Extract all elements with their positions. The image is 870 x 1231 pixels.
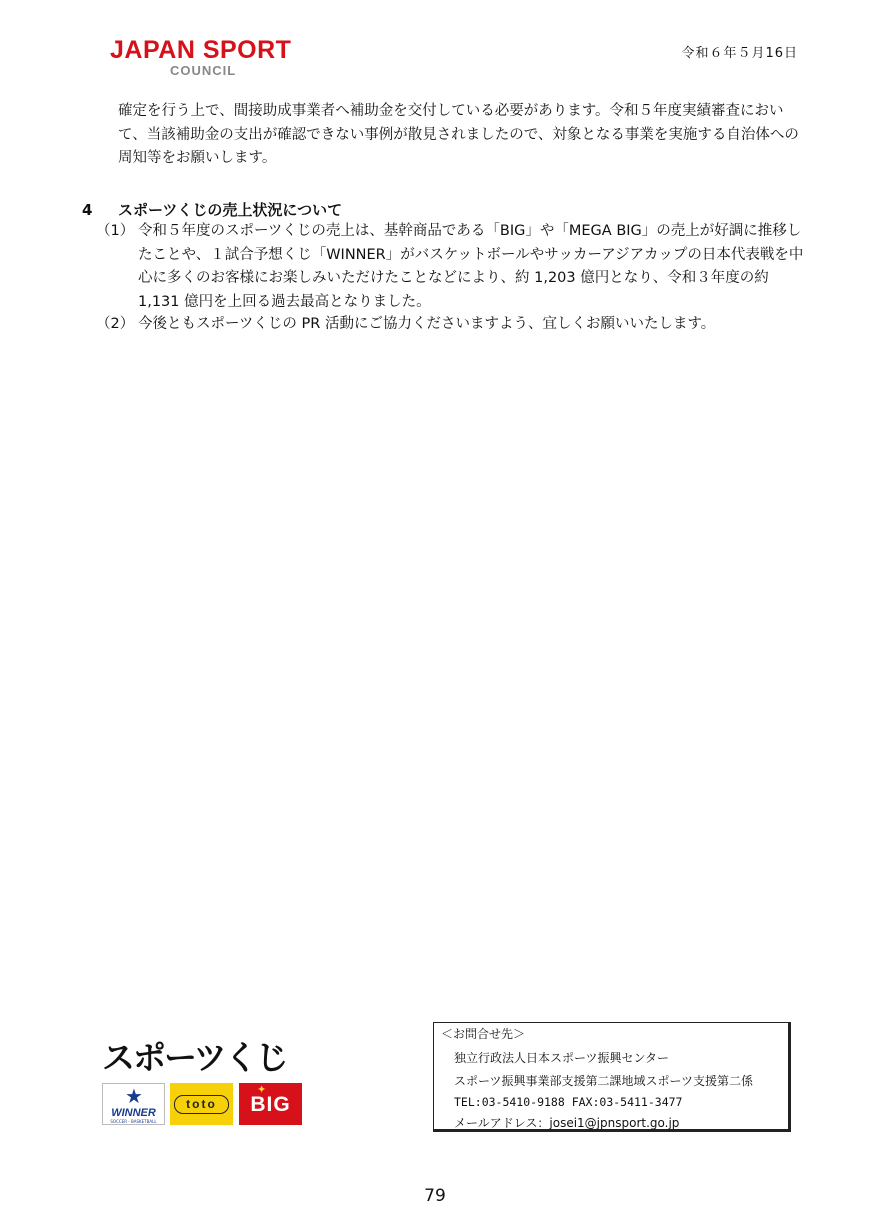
logo-main-text: JAPAN SPORT — [110, 36, 292, 64]
logo-sub-text: COUNCIL — [170, 63, 237, 78]
big-logo — [239, 1083, 302, 1125]
contact-organization: 独立行政法人日本スポーツ振興センター — [454, 1051, 670, 1065]
toto-label: toto — [174, 1095, 229, 1114]
big-label: BIG — [250, 1093, 291, 1116]
section-title: スポーツくじの売上状況について — [118, 201, 343, 219]
winner-sub-label: SOCCER・BASKETBALL — [110, 1119, 157, 1124]
contact-box — [433, 1022, 791, 1132]
item-text: 令和５年度のスポーツくじの売上は、基幹商品である「BIG」や「MEGA BIG」の売上が好調に推移したことや、１試合予想くじ「WINNER」がバスケットボールやサッカーアジアカップの日本代表戦を中心に多くのお客様にお楽しみいただけたことなどにより、約 1,203 億円となり、令和３年度の約 1,131 億円を上回る過去最高となりました。 — [138, 223, 804, 310]
winner-label: WINNER — [111, 1107, 156, 1119]
spark-icon: ✦ — [257, 1083, 267, 1096]
jsc-logo — [110, 36, 310, 84]
contact-department: スポーツ振興事業部支援第二課地域スポーツ支援第二係 — [454, 1074, 754, 1088]
item-marker: （2） — [96, 316, 135, 332]
winner-logo — [102, 1083, 165, 1125]
document-date: 令和６年５月16日 — [681, 46, 798, 61]
toto-logo — [170, 1083, 233, 1125]
contact-email: メールアドレス：josei1@jpnsport.go.jp — [454, 1116, 680, 1130]
brand-title: スポーツくじ — [102, 1038, 287, 1077]
page-number: 79 — [424, 1186, 446, 1206]
item-text: 今後ともスポーツくじの PR 活動にご協力くださいますよう、宜しくお願いいたします。 — [138, 316, 716, 332]
section-number: 4 — [82, 201, 93, 219]
star-icon: ★ — [125, 1084, 143, 1108]
section-heading — [82, 199, 342, 220]
intro-paragraph: 確定を行う上で、間接助成事業者へ補助金を交付している必要があります。令和５年度実績審査において、当該補助金の支出が確認できない事例が散見されましたので、対象となる事業を実施する自治体への周知等をお願いします。 — [118, 103, 799, 166]
list-item — [96, 220, 808, 314]
contact-phone-fax: TEL:03-5410-9188 FAX:03-5411-3477 — [454, 1095, 683, 1109]
contact-heading: ＜お問合せ先＞ — [441, 1027, 526, 1041]
list-item — [96, 313, 808, 337]
item-marker: （1） — [96, 223, 135, 239]
sports-lottery-brand — [102, 1040, 307, 1130]
